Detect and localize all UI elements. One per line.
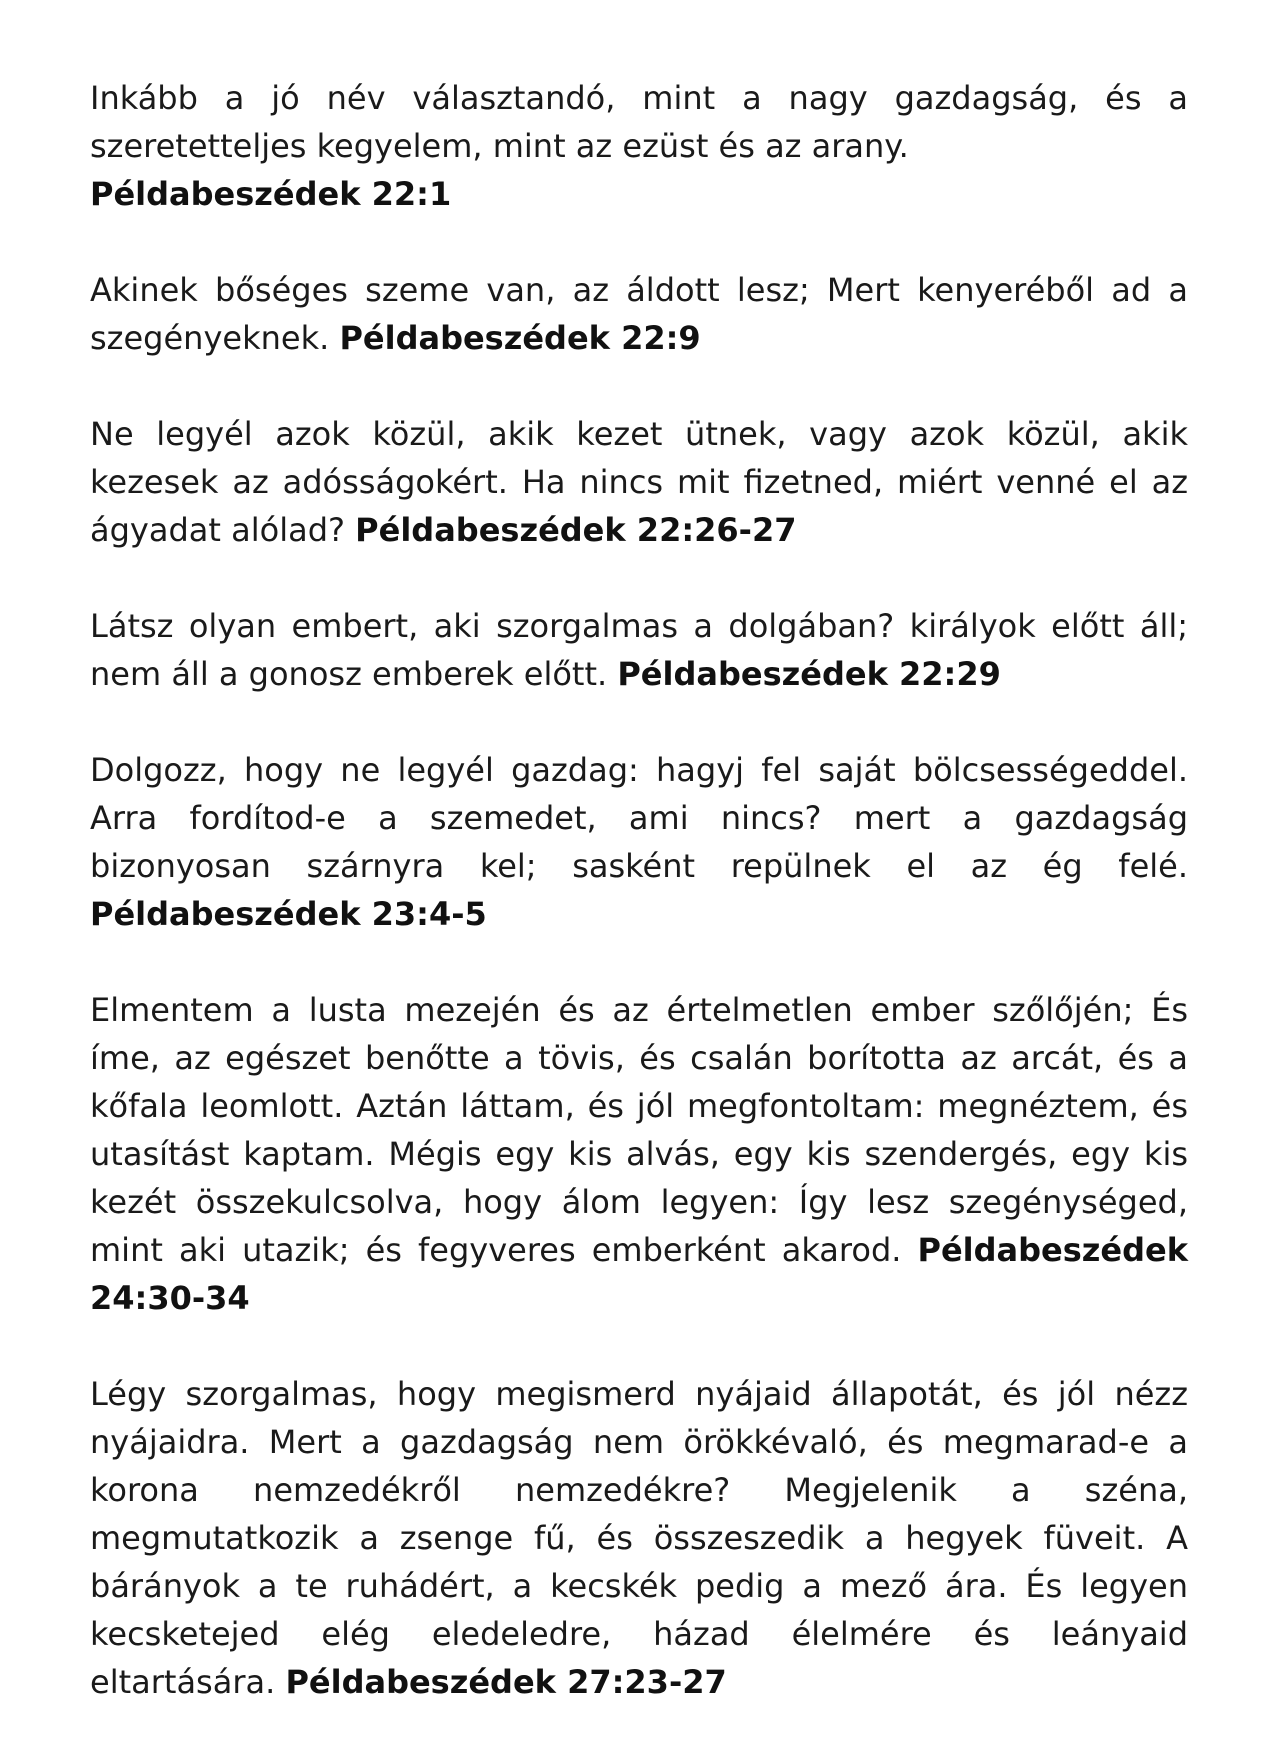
verse-text: Légy szorgalmas, hogy megismerd nyájaid állapotát, és jól nézz nyájaidra. Mert a gazdagság nem örökkévaló, és megmarad-e a korona nemzedékről nemzedékre? Megjelenik a széna, megmutatkozik a zsenge fű, és összeszedik a hegyek füveit. A bárányok a te ruhádért, a kecskék pedig a mező ára. És legyen kecsketejed elég eledeledre, házad élelmére és leányaid eltartására. (90, 1375, 1188, 1701)
passage-7 (90, 1370, 1188, 1706)
verse-text: Akinek bőséges szeme van, az áldott lesz; Mert kenyeréből ad a szegényeknek. (90, 271, 1188, 357)
verse-reference: Példabeszédek 22:29 (617, 655, 1001, 693)
passage-6 (90, 986, 1188, 1322)
verse-text: Elmentem a lusta mezején és az értelmetlen ember szőlőjén; És íme, az egészet benőtte a tövis, és csalán borította az arcát, és a kőfala leomlott. Aztán láttam, és jól megfontoltam: megnéztem, és utasítást kaptam. Mégis egy kis alvás, egy kis szendergés, egy kis kezét összekulcsolva, hogy álom legyen: Így lesz szegénységed, mint aki utazik; és fegyveres emberként akarod. (90, 991, 1188, 1269)
passage-4 (90, 602, 1188, 698)
verse-text: Ne legyél azok közül, akik kezet ütnek, vagy azok közül, akik kezesek az adósságokért. Ha nincs mit fizetned, miért venné el az ágyadat alólad? (90, 415, 1188, 549)
verse-reference: Példabeszédek 22:9 (339, 319, 701, 357)
document-page (90, 74, 1188, 1754)
verse-reference: Példabeszédek 27:23-27 (285, 1663, 727, 1701)
passage-5 (90, 746, 1188, 938)
verse-reference: Példabeszédek 23:4-5 (90, 895, 487, 933)
passage-1 (90, 74, 1188, 218)
verse-reference: Példabeszédek 22:26-27 (355, 511, 797, 549)
passage-3 (90, 410, 1188, 554)
passage-2 (90, 266, 1188, 362)
verse-reference: Példabeszédek 24:30-34 (90, 1231, 1189, 1317)
verse-reference: Példabeszédek 22:1 (90, 175, 452, 213)
verse-text: Látsz olyan embert, aki szorgalmas a dolgában? királyok előtt áll; nem áll a gonosz emberek előtt. (90, 607, 1188, 693)
verse-text: Dolgozz, hogy ne legyél gazdag: hagyj fel saját bölcsességeddel. Arra fordítod-e a szemedet, ami nincs? mert a gazdagság bizonyosan szárnyra kel; sasként repülnek el az ég felé. (90, 751, 1188, 885)
verse-text: Inkább a jó név választandó, mint a nagy gazdagság, és a szeretetteljes kegyelem, mint az ezüst és az arany. (90, 79, 1188, 165)
